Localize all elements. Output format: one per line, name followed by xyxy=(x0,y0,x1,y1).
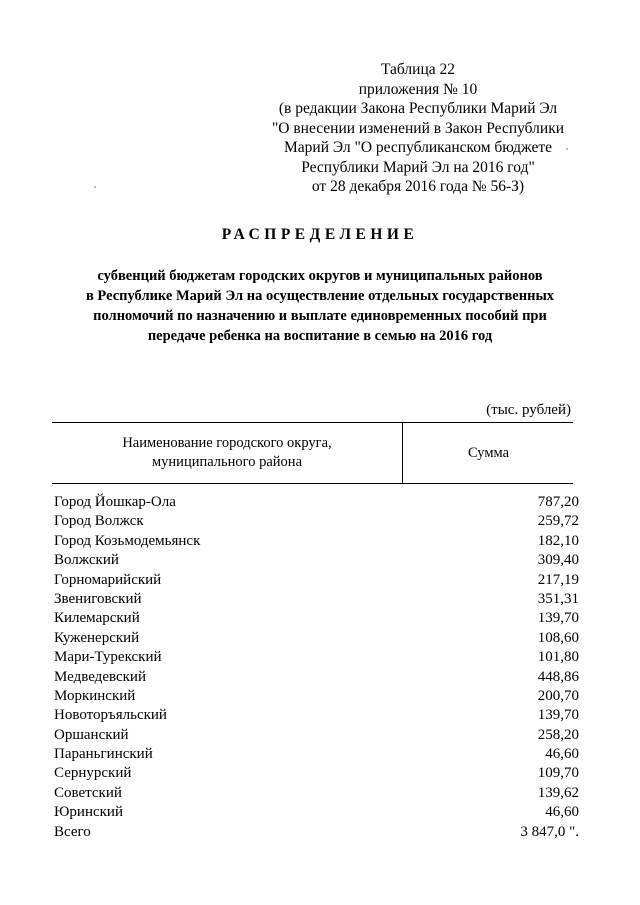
row-sum-value: 309,40 xyxy=(537,552,579,569)
table-row xyxy=(54,493,579,512)
table-header xyxy=(52,422,573,484)
column-header-name-line: муниципального района xyxy=(152,454,302,470)
table-body xyxy=(54,493,579,842)
row-district-name: Горномарийский xyxy=(54,571,162,588)
row-sum-value: 139,70 xyxy=(537,707,579,724)
units-label: (тыс. рублей) xyxy=(486,402,571,418)
row-district-name: Мари-Турекский xyxy=(54,649,162,666)
row-sum-value: 448,86 xyxy=(537,668,579,685)
appendix-header xyxy=(258,60,578,197)
header-line: (в редакции Закона Республики Марий Эл xyxy=(278,100,558,117)
row-sum-value: 200,70 xyxy=(537,687,579,704)
table-row xyxy=(54,745,579,764)
row-district-name: Оршанский xyxy=(54,726,129,743)
row-district-name: Город Козьмодемьянск xyxy=(54,532,201,549)
table-row xyxy=(54,726,579,745)
table-row xyxy=(54,609,579,628)
subtitle-line: в Республике Марий Эл на осуществление отдельных государственных xyxy=(85,288,555,304)
subtitle-line: субвенций бюджетам городских округов и муниципальных районов xyxy=(97,268,543,284)
row-sum-value: 139,70 xyxy=(537,610,579,627)
header-line: Таблица 22 xyxy=(380,61,456,78)
row-sum-value: 46,60 xyxy=(545,804,579,821)
row-sum-value: 351,31 xyxy=(537,590,579,607)
table-row xyxy=(54,823,579,842)
subtitle-line: полномочий по назначению и выплате единовременных пособий при xyxy=(93,308,547,324)
row-district-name: Медведевский xyxy=(54,668,146,685)
scan-speck xyxy=(94,186,96,188)
row-district-name: Город Волжск xyxy=(54,513,144,530)
header-line: приложения № 10 xyxy=(358,80,478,98)
row-sum-value: 109,70 xyxy=(537,765,579,782)
table-row xyxy=(54,668,579,687)
header-line: Марий Эл "О республиканском бюджете xyxy=(283,139,552,156)
row-district-name: Килемарский xyxy=(54,610,140,627)
row-sum-value: 101,80 xyxy=(537,649,579,666)
table-row xyxy=(54,803,579,822)
row-district-name: Звениговский xyxy=(54,590,142,607)
row-sum-value: 3 847,0 ". xyxy=(520,823,579,840)
row-sum-value: 108,60 xyxy=(537,629,579,646)
table-row xyxy=(54,648,579,667)
row-district-name: Сернурский xyxy=(54,765,132,782)
table-row xyxy=(54,629,579,648)
row-sum-value: 787,20 xyxy=(537,494,579,510)
header-line: от 28 декабря 2016 года № 56-З) xyxy=(311,178,525,195)
table-row xyxy=(54,512,579,531)
row-sum-value: 46,60 xyxy=(545,746,579,763)
scan-speck xyxy=(566,148,568,150)
row-district-name: Юринский xyxy=(54,804,123,821)
row-sum-value: 258,20 xyxy=(537,726,579,743)
table-row xyxy=(54,764,579,783)
row-district-name: Всего xyxy=(54,823,91,840)
table-row xyxy=(54,532,579,551)
document-subtitle xyxy=(40,266,600,346)
subtitle-line: передаче ребенка на воспитание в семью на 2016 год xyxy=(147,328,493,344)
table-row xyxy=(54,784,579,803)
table-row xyxy=(54,590,579,609)
row-district-name: Моркинский xyxy=(54,687,136,704)
row-sum-value: 217,19 xyxy=(537,571,579,588)
row-sum-value: 259,72 xyxy=(537,513,579,530)
table-row xyxy=(54,571,579,590)
row-district-name: Город Йошкар-Ола xyxy=(54,494,176,510)
row-district-name: Советский xyxy=(54,784,122,801)
row-district-name: Параньгинский xyxy=(54,746,153,763)
column-header-name xyxy=(52,423,403,483)
table-row xyxy=(54,551,579,570)
row-district-name: Новоторъяльский xyxy=(54,707,167,724)
row-sum-value: 139,62 xyxy=(537,784,579,801)
document-title: РАСПРЕДЕЛЕНИЕ xyxy=(221,226,419,243)
table-row xyxy=(54,687,579,706)
column-header-name-line: Наименование городского округа, xyxy=(122,435,332,451)
row-district-name: Волжский xyxy=(54,552,119,569)
row-sum-value: 182,10 xyxy=(537,532,579,549)
column-header-sum: Сумма xyxy=(467,444,510,461)
header-line: "О внесении изменений в Закон Республики xyxy=(271,119,565,137)
header-line: Республики Марий Эл на 2016 год" xyxy=(301,158,535,176)
row-district-name: Куженерский xyxy=(54,629,140,646)
table-row xyxy=(54,706,579,725)
